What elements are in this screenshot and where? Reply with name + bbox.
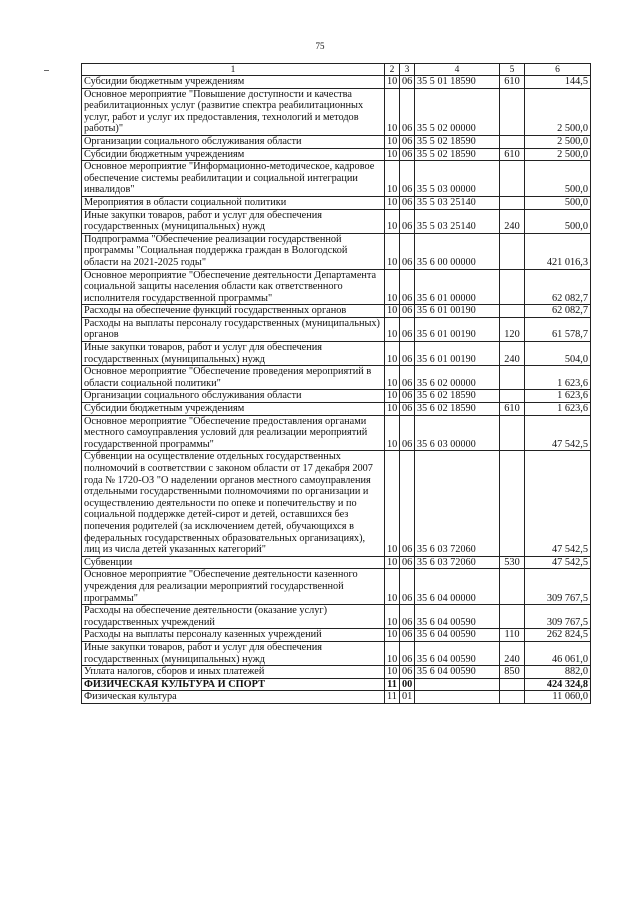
cell-pr: 06 — [400, 196, 415, 209]
cell-name: Организации социального обслуживания области — [82, 135, 385, 148]
cell-vr: 610 — [500, 403, 525, 416]
cell-rz: 10 — [385, 269, 400, 305]
cell-pr: 06 — [400, 148, 415, 161]
table-row — [82, 196, 591, 209]
cell-vr — [500, 451, 525, 556]
cell-name: Организации социального обслуживания области — [82, 390, 385, 403]
cell-vr — [500, 269, 525, 305]
table-row — [82, 161, 591, 197]
table-row — [82, 451, 591, 556]
cell-vr — [500, 691, 525, 704]
cell-rz: 10 — [385, 403, 400, 416]
cell-name: Физическая культура — [82, 691, 385, 704]
cell-sum: 62 082,7 — [525, 305, 591, 318]
cell-rz: 10 — [385, 390, 400, 403]
cell-pr: 01 — [400, 691, 415, 704]
cell-csr: 35 5 03 25140 — [415, 209, 500, 233]
cell-vr: 240 — [500, 342, 525, 366]
table-row — [82, 678, 591, 691]
cell-csr — [415, 678, 500, 691]
cell-name: Основное мероприятие "Обеспечение проведения мероприятий в области социальной политики" — [82, 366, 385, 390]
cell-vr: 850 — [500, 666, 525, 679]
cell-sum: 1 623,6 — [525, 366, 591, 390]
table-row — [82, 88, 591, 135]
cell-pr: 06 — [400, 269, 415, 305]
cell-vr: 530 — [500, 556, 525, 569]
cell-pr: 06 — [400, 209, 415, 233]
header-row — [82, 64, 591, 76]
cell-rz: 11 — [385, 691, 400, 704]
cell-rz: 10 — [385, 317, 400, 341]
cell-pr: 06 — [400, 76, 415, 89]
cell-csr: 35 5 01 18590 — [415, 76, 500, 89]
cell-rz: 10 — [385, 641, 400, 665]
cell-sum: 1 623,6 — [525, 390, 591, 403]
cell-rz: 10 — [385, 161, 400, 197]
cell-sum: 2 500,0 — [525, 135, 591, 148]
cell-vr — [500, 415, 525, 451]
cell-vr — [500, 88, 525, 135]
cell-name: Иные закупки товаров, работ и услуг для обеспечения государственных (муниципальных) нужд — [82, 641, 385, 665]
cell-rz: 10 — [385, 451, 400, 556]
cell-csr: 35 6 03 72060 — [415, 451, 500, 556]
cell-rz: 10 — [385, 209, 400, 233]
header-cell: 4 — [415, 64, 500, 76]
table-row — [82, 317, 591, 341]
cell-vr — [500, 678, 525, 691]
cell-name: Основное мероприятие "Обеспечение деятельности казенного учреждения для реализации мероприятий государственной программы" — [82, 569, 385, 605]
cell-vr — [500, 569, 525, 605]
table-row — [82, 148, 591, 161]
table-row — [82, 415, 591, 451]
header-cell: 6 — [525, 64, 591, 76]
cell-pr: 06 — [400, 415, 415, 451]
table-row — [82, 342, 591, 366]
cell-sum: 504,0 — [525, 342, 591, 366]
cell-pr: 06 — [400, 161, 415, 197]
cell-sum: 262 824,5 — [525, 629, 591, 642]
table-row — [82, 556, 591, 569]
cell-csr: 35 6 01 00190 — [415, 317, 500, 341]
cell-pr: 06 — [400, 390, 415, 403]
cell-pr: 06 — [400, 629, 415, 642]
cell-vr — [500, 305, 525, 318]
cell-name: Основное мероприятие "Повышение доступности и качества реабилитационных услуг (развитие спектра реабилитационных услуг, работ и услуг их предоставления, технологий и методов работы)" — [82, 88, 385, 135]
cell-sum: 47 542,5 — [525, 451, 591, 556]
table-row — [82, 135, 591, 148]
cell-vr — [500, 605, 525, 629]
cell-csr: 35 5 02 18590 — [415, 148, 500, 161]
table-row — [82, 605, 591, 629]
cell-name: Основное мероприятие "Обеспечение деятельности Департамента социальной защиты населения области как ответственного исполнителя государственной программы" — [82, 269, 385, 305]
header-cell: 5 — [500, 64, 525, 76]
table-row — [82, 569, 591, 605]
cell-name: Расходы на выплаты персоналу казенных учреждений — [82, 629, 385, 642]
cell-sum: 144,5 — [525, 76, 591, 89]
cell-vr — [500, 161, 525, 197]
cell-sum: 47 542,5 — [525, 556, 591, 569]
table-row — [82, 390, 591, 403]
cell-name: Субвенции — [82, 556, 385, 569]
table-row — [82, 641, 591, 665]
cell-csr: 35 5 03 00000 — [415, 161, 500, 197]
cell-rz: 10 — [385, 366, 400, 390]
cell-pr: 06 — [400, 135, 415, 148]
cell-vr: 240 — [500, 641, 525, 665]
cell-vr — [500, 196, 525, 209]
cell-csr: 35 6 03 72060 — [415, 556, 500, 569]
header-cell: 1 — [82, 64, 385, 76]
cell-name: Субвенции на осуществление отдельных государственных полномочий в соответствии с законом области от 17 декабря 2007 года № 1720-ОЗ "О наделении органов местного самоуправления отдельными государственными полномочиями по организации и осуществлению деятельности по опеке и попечительству и по социальной поддержке детей-сирот и детей, оставшихся без попечения родителей (за исключением детей, обучающихся в федеральных государственных образовательных организациях), лиц из числа детей указанных категорий" — [82, 451, 385, 556]
table-row — [82, 666, 591, 679]
cell-rz: 10 — [385, 342, 400, 366]
cell-sum: 11 060,0 — [525, 691, 591, 704]
cell-csr: 35 6 04 00590 — [415, 629, 500, 642]
cell-sum: 61 578,7 — [525, 317, 591, 341]
cell-csr: 35 6 04 00000 — [415, 569, 500, 605]
cell-sum: 500,0 — [525, 196, 591, 209]
cell-csr: 35 6 02 18590 — [415, 403, 500, 416]
header-cell: 2 — [385, 64, 400, 76]
cell-csr: 35 6 02 18590 — [415, 390, 500, 403]
cell-rz: 10 — [385, 196, 400, 209]
table-row — [82, 403, 591, 416]
cell-sum: 309 767,5 — [525, 605, 591, 629]
cell-pr: 06 — [400, 342, 415, 366]
cell-pr: 06 — [400, 366, 415, 390]
cell-csr: 35 6 01 00000 — [415, 269, 500, 305]
cell-name: Расходы на обеспечение функций государственных органов — [82, 305, 385, 318]
cell-csr: 35 5 02 00000 — [415, 88, 500, 135]
cell-sum: 2 500,0 — [525, 148, 591, 161]
cell-name: Субсидии бюджетным учреждениям — [82, 403, 385, 416]
cell-sum: 46 061,0 — [525, 641, 591, 665]
cell-vr: 610 — [500, 148, 525, 161]
budget-table — [81, 63, 591, 704]
cell-vr: 120 — [500, 317, 525, 341]
cell-name: Субсидии бюджетным учреждениям — [82, 148, 385, 161]
cell-rz: 10 — [385, 76, 400, 89]
cell-name: Субсидии бюджетным учреждениям — [82, 76, 385, 89]
page-number: 75 — [315, 41, 325, 51]
cell-vr: 240 — [500, 209, 525, 233]
cell-sum: 500,0 — [525, 161, 591, 197]
cell-pr: 06 — [400, 569, 415, 605]
cell-csr: 35 6 00 00000 — [415, 233, 500, 269]
cell-name: Основное мероприятие "Обеспечение предоставления органами местного самоуправления условий для реализации мероприятий государственной программы" — [82, 415, 385, 451]
cell-name: Мероприятия в области социальной политики — [82, 196, 385, 209]
cell-csr: 35 6 04 00590 — [415, 641, 500, 665]
cell-name: Основное мероприятие "Информационно-методическое, кадровое обеспечение системы реабилитации и социальной интеграции инвалидов" — [82, 161, 385, 197]
cell-pr: 06 — [400, 556, 415, 569]
cell-vr — [500, 390, 525, 403]
cell-rz: 10 — [385, 415, 400, 451]
cell-csr: 35 6 01 00190 — [415, 305, 500, 318]
cell-rz: 10 — [385, 569, 400, 605]
cell-vr: 610 — [500, 76, 525, 89]
cell-csr: 35 6 03 00000 — [415, 415, 500, 451]
cell-name: Иные закупки товаров, работ и услуг для обеспечения государственных (муниципальных) нужд — [82, 209, 385, 233]
cell-sum: 62 082,7 — [525, 269, 591, 305]
cell-name: Расходы на выплаты персоналу государственных (муниципальных) органов — [82, 317, 385, 341]
cell-sum: 500,0 — [525, 209, 591, 233]
cell-pr: 00 — [400, 678, 415, 691]
cell-csr: 35 6 04 00590 — [415, 605, 500, 629]
cell-rz: 10 — [385, 135, 400, 148]
cell-sum: 1 623,6 — [525, 403, 591, 416]
cell-pr: 06 — [400, 451, 415, 556]
cell-pr: 06 — [400, 666, 415, 679]
table-row — [82, 629, 591, 642]
cell-vr — [500, 233, 525, 269]
cell-sum: 424 324,8 — [525, 678, 591, 691]
cell-vr — [500, 366, 525, 390]
cell-rz: 10 — [385, 556, 400, 569]
table-row — [82, 233, 591, 269]
table-row — [82, 76, 591, 89]
cell-rz: 10 — [385, 88, 400, 135]
table-row — [82, 209, 591, 233]
cell-sum: 47 542,5 — [525, 415, 591, 451]
cell-sum: 2 500,0 — [525, 88, 591, 135]
table-row — [82, 305, 591, 318]
cell-name: Подпрограмма "Обеспечение реализации государственной программы "Социальная поддержка граждан в Вологодской области на 2021-2025 годы" — [82, 233, 385, 269]
cell-rz: 10 — [385, 305, 400, 318]
cell-name: Уплата налогов, сборов и иных платежей — [82, 666, 385, 679]
cell-rz: 10 — [385, 148, 400, 161]
cell-rz: 10 — [385, 629, 400, 642]
cell-pr: 06 — [400, 641, 415, 665]
cell-csr: 35 6 04 00590 — [415, 666, 500, 679]
cell-vr — [500, 135, 525, 148]
cell-csr: 35 6 02 00000 — [415, 366, 500, 390]
cell-rz: 10 — [385, 605, 400, 629]
cell-name: Расходы на обеспечение деятельности (оказание услуг) государственных учреждений — [82, 605, 385, 629]
cell-vr: 110 — [500, 629, 525, 642]
table-row — [82, 269, 591, 305]
cell-pr: 06 — [400, 233, 415, 269]
cell-rz: 11 — [385, 678, 400, 691]
cell-sum: 882,0 — [525, 666, 591, 679]
cell-pr: 06 — [400, 605, 415, 629]
cell-csr: 35 5 03 25140 — [415, 196, 500, 209]
cell-csr — [415, 691, 500, 704]
cell-name: Иные закупки товаров, работ и услуг для обеспечения государственных (муниципальных) нужд — [82, 342, 385, 366]
header-cell: 3 — [400, 64, 415, 76]
cell-csr: 35 5 02 18590 — [415, 135, 500, 148]
table-row — [82, 691, 591, 704]
cell-rz: 10 — [385, 666, 400, 679]
table-row — [82, 366, 591, 390]
cell-pr: 06 — [400, 305, 415, 318]
margin-mark — [44, 70, 49, 71]
cell-pr: 06 — [400, 317, 415, 341]
cell-sum: 309 767,5 — [525, 569, 591, 605]
cell-csr: 35 6 01 00190 — [415, 342, 500, 366]
cell-rz: 10 — [385, 233, 400, 269]
cell-sum: 421 016,3 — [525, 233, 591, 269]
cell-pr: 06 — [400, 403, 415, 416]
cell-name: ФИЗИЧЕСКАЯ КУЛЬТУРА И СПОРТ — [82, 678, 385, 691]
cell-pr: 06 — [400, 88, 415, 135]
